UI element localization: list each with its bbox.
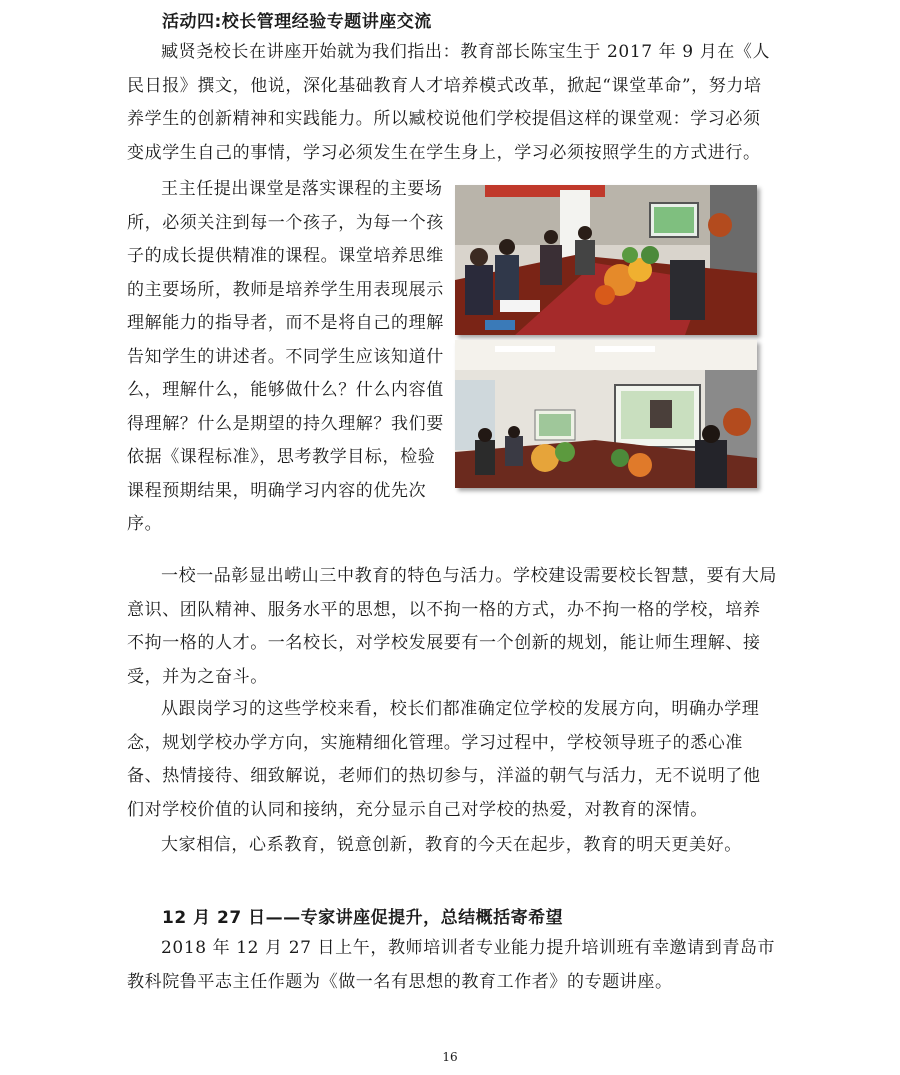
paragraph-conclusion: 大家相信，心系教育，锐意创新，教育的今天在起步，教育的明天更美好。 bbox=[161, 835, 742, 855]
meeting-room-image bbox=[455, 185, 757, 335]
activity4-heading: 活动四:校长管理经验专题讲座交流 bbox=[162, 12, 432, 32]
paragraph-chancellor-talk: 臧贤尧校长在讲座开始就为我们指出：教育部长陈宝生于 2017 年 9 月在《人民日报》撰文，他说，深化基础教育人才培养模式改革，掀起“课堂革命”，努力培养学生的创新精神和实践能力。所以臧校说他们学校提倡这样的课堂观：学习必须变成学生自己的事情，学习必须发生在学生身上，学习必须按照学生的方式进行。 bbox=[127, 42, 771, 163]
photo-group bbox=[455, 185, 763, 495]
paragraph-expert-lecture: 2018 年 12 月 27 日上午，教师培训者专业能力提升培训班有幸邀请到青岛市教科院鲁平志主任作题为《做一名有思想的教育工作者》的专题讲座。 bbox=[127, 938, 776, 992]
dec27-heading: 12 月 27 日——专家讲座促提升，总结概括寄希望 bbox=[162, 908, 564, 928]
paragraph-shadow-learning: 从跟岗学习的这些学校来看，校长们都准确定位学校的发展方向，明确办学理念，规划学校办学方向，实施精细化管理。学习过程中，学校领导班子的悉心准备、热情接待、细致解说，老师们的热切参与，洋溢的朝气与活力，无不说明了他们对学校价值的认同和接纳，充分显示自己对学校的热爱，对教育的深情。 bbox=[127, 699, 761, 820]
paragraph-classroom: 王主任提出课堂是落实课程的主要场所，必须关注到每一个孩子，为每一个孩子的成长提供精准的课程。课堂培养思维的主要场所，教师是培养学生用表现展示理解能力的指导者，而不是将自己的理解告知学生的讲述者。不同学生应该知道什么，理解什么，能够做什么？什么内容值得理解？什么是期望的持久理解？我们要依据《课程标准》，思考教学目标，检验课程预期结果，明确学习内容的优先次序。 bbox=[127, 179, 444, 534]
meeting-photo-top bbox=[455, 185, 757, 335]
page-number: 16 bbox=[442, 1050, 458, 1064]
meeting-photo-bottom bbox=[455, 340, 757, 488]
paragraph-school-brand: 一校一品彰显出崂山三中教育的特色与活力。学校建设需要校长智慧，要有大局意识、团队精神、服务水平的思想，以不拘一格的方式，办不拘一格的学校，培养不拘一格的人才。一名校长，对学校发展要有一个创新的规划，能让师生理解、接受，并为之奋斗。 bbox=[127, 566, 777, 687]
presentation-room-image bbox=[455, 340, 757, 488]
